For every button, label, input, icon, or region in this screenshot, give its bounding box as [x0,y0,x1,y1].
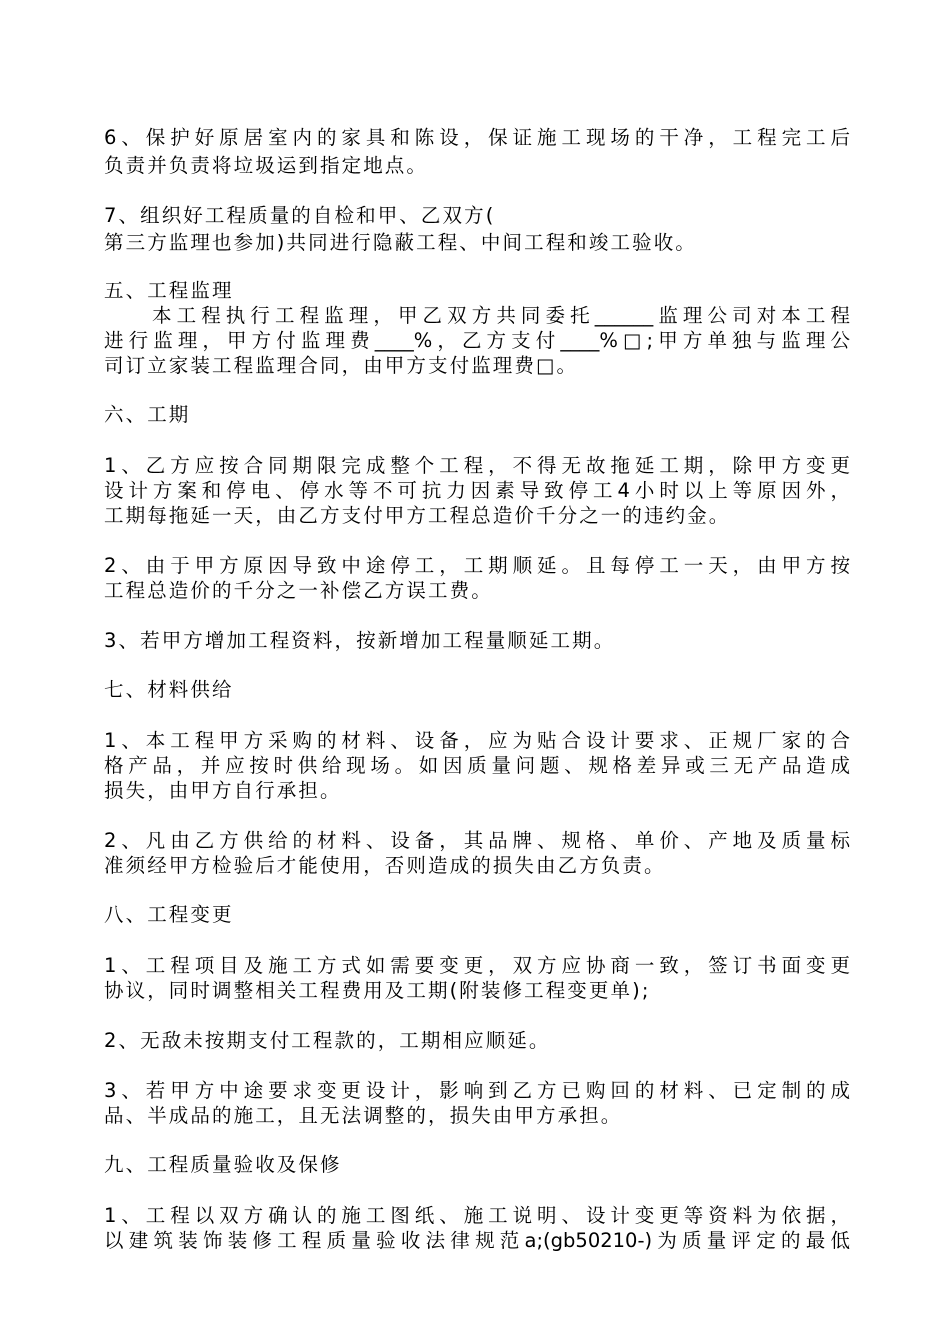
section-heading: 九、工程质量验收及保修 [104,1153,342,1176]
paragraph-line: 损失，由甲方自行承担。 [104,779,342,802]
paragraph-line: 2、无敌未按期支付工程款的，工期相应顺延。 [104,1029,551,1052]
paragraph-line: 司订立家装工程监理合同，由甲方支付监理费□。 [104,354,579,377]
paragraph-line: 7、组织好工程质量的自检和甲、乙双方( [104,204,496,227]
section-heading: 七、材料供给 [104,678,234,701]
paragraph-line: 本工程执行工程监理，甲乙双方共同委托______监理公司对本工程 [152,304,850,327]
paragraph-line: 第三方监理也参加)共同进行隐蔽工程、中间工程和竣工验收。 [104,231,697,254]
paragraph-line: 工期每拖延一天，由乙方支付甲方工程总造价千分之一的违约金。 [104,504,731,527]
paragraph-line: 2、凡由乙方供给的材料、设备，其品牌、规格、单价、产地及质量标 [104,829,850,852]
section-heading: 五、工程监理 [104,279,234,302]
paragraph-line: 设计方案和停电、停水等不可抗力因素导致停工4小时以上等原因外， [104,479,850,502]
section-heading: 八、工程变更 [104,903,234,926]
paragraph-line: 1、工程项目及施工方式如需要变更，双方应协商一致，签订书面变更 [104,954,850,977]
paragraph-line: 以建筑装饰装修工程质量验收法律规范a;(gb50210-)为质量评定的最低 [104,1229,850,1252]
paragraph-line: 6、保护好原居室内的家具和陈设，保证施工现场的干净，工程完工后 [104,126,850,149]
paragraph-line: 品、半成品的施工，且无法调整的，损失由甲方承担。 [104,1104,623,1127]
paragraph-line: 准须经甲方检验后才能使用，否则造成的损失由乙方负责。 [104,854,666,877]
paragraph-line: 1、工程以双方确认的施工图纸、施工说明、设计变更等资料为依据， [104,1204,850,1227]
paragraph-line: 3、若甲方中途要求变更设计，影响到乙方已购回的材料、已定制的成 [104,1079,850,1102]
paragraph-line: 3、若甲方增加工程资料，按新增加工程量顺延工期。 [104,629,616,652]
paragraph-line: 工程总造价的千分之一补偿乙方误工费。 [104,579,493,602]
section-heading: 六、工期 [104,403,191,426]
paragraph-line: 协议，同时调整相关工程费用及工期(附装修工程变更单); [104,979,651,1002]
paragraph-line: 1、乙方应按合同期限完成整个工程，不得无故拖延工期，除甲方变更 [104,454,850,477]
paragraph-line: 1、本工程甲方采购的材料、设备，应为贴合设计要求、正规厂家的合 [104,729,850,752]
paragraph-line: 2、由于甲方原因导致中途停工，工期顺延。且每停工一天，由甲方按 [104,554,850,577]
paragraph-line: 负责并负责将垃圾运到指定地点。 [104,154,429,177]
paragraph-line: 进行监理，甲方付监理费____%，乙方支付____%□;甲方单独与监理公 [104,329,850,352]
paragraph-line: 格产品，并应按时供给现场。如因质量问题、规格差异或三无产品造成 [104,754,850,777]
